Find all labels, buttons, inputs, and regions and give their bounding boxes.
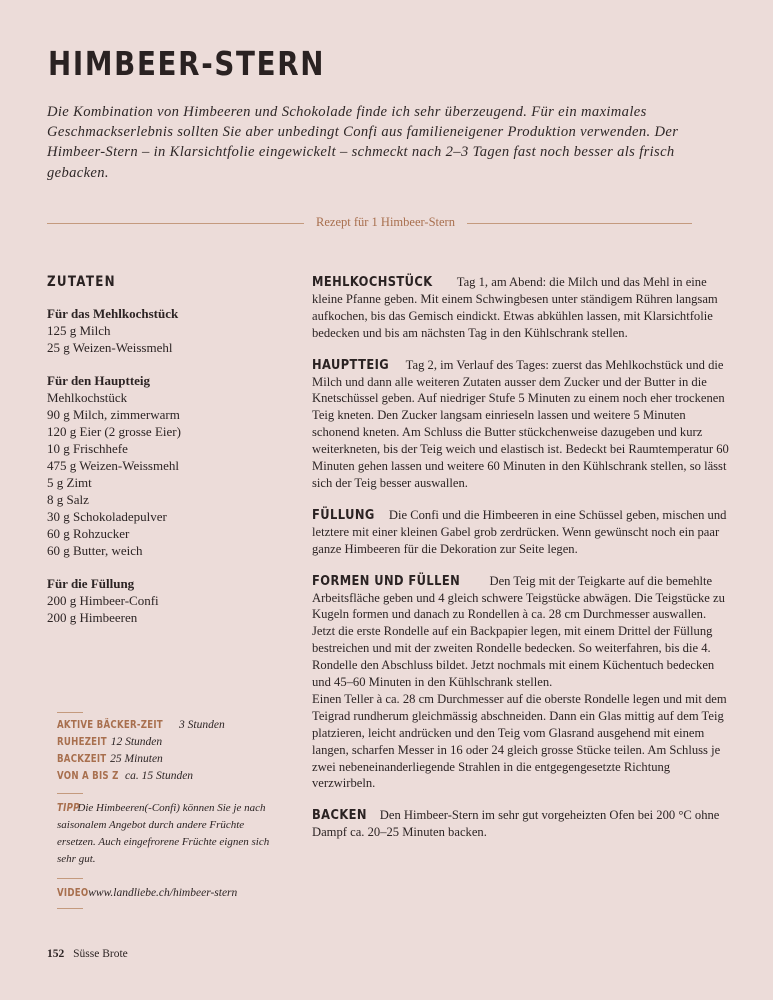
ingredient-item: Mehlkochstück: [47, 390, 128, 405]
divider-line-left: [47, 223, 304, 224]
step-text: Den Teig mit der Teigkarte auf die bemehlte Arbeitsfläche geben und 4 gleich schwere Teigstücke abwägen. Die Teigstücke zu Kugeln formen und danach zu Rondellen à ca. 28 cm Durchmesser auswallen. Jetzt die erste Rondelle auf ein Backpapier legen, mit einem Drittel der Füllung bestreichen und mit der zweiten Rondelle bedecken. So weiterfahren, bis die 4. Rondelle den Abschluss bildet. Jetzt nochmals mit einem Küchentuch bedecken und 45–60 Minuten in den Kühlschrank stellen.: [312, 573, 725, 690]
page-footer: [47, 948, 128, 960]
ingredient-item: 90 g Milch, zimmerwarm: [47, 407, 180, 422]
ingredient-group: [47, 372, 277, 559]
time-label: RUHEZEIT: [57, 736, 107, 748]
step-formen-und-fuellen-continued: Einen Teller à ca. 28 cm Durchmesser auf die oberste Rondelle legen und mit dem Teigrad rundherum gleichmässig abschneiden. Dann ein Glas mittig auf dem Teig platzieren, leicht andrücken und den Teig vom Glasrand ausgehend mit einem langen, scharfen Messer in 16 oder 24 gleich grosse Stücke teilen. Am Schluss je zwei nebeneinanderliegende Strahlen in die entgegengesetzte Richtung verzwirbeln.: [312, 691, 727, 791]
step-heading: FÜLLUNG: [312, 506, 375, 523]
ingredient-item: 60 g Butter, weich: [47, 543, 143, 558]
page-title: HIMBEER-STERN: [48, 44, 326, 83]
ingredient-item: 5 g Zimt: [47, 475, 92, 490]
step-text: Tag 1, am Abend: die Milch und das Mehl in eine kleine Pfanne geben. Mit einem Schwingbesen unter ständigem Rühren langsam aufkochen, bis das Gemisch eindickt. Etwas abkühlen lassen, mit Klarsichtfolie bedecken und bis am nächsten Tag in den Kühlschrank stellen.: [312, 275, 718, 340]
time-value: ca. 15 Stunden: [125, 770, 194, 782]
intro-text: Die Kombination von Himbeeren und Schokolade finde ich sehr überzeugend. Für ein maximales Geschmackserlebnis sollten Sie aber unbedingt Confi aus familieneigener Produktion verwenden. Der Himbeer-Stern – in Klarsichtfolie eingewickelt – schmeckt nach 2–3 Tagen fast noch besser als frisch gebacken.: [47, 104, 679, 181]
meta-sidebar: [57, 712, 277, 909]
step-text: Tag 2, im Verlauf des Tages: zuerst das Mehlkochstück und die Milch und dann alle weiteren Zutaten ausser dem Zucker und der Butter in die Knetschüssel geben. Auf niedriger Stufe 5 Minuten zu einem noch eher trockenen Teig kneten. Den Zucker langsam einrieseln lassen und weitere 5 Minuten schonend kneten. Am Schluss die Butter stückchenweise dazugeben und kurz weiterkneten, bis der Teig weich und elastisch ist. Bedeckt bei Raumtemperatur 60 Minuten gehen lassen und weitere 60 Minuten in den Kühlschrank stellen, so lässt sich der Teig besser auswallen.: [312, 357, 729, 490]
ingredient-item: 60 g Rohzucker: [47, 526, 130, 541]
time-label: AKTIVE BÄCKER-ZEIT: [57, 719, 163, 731]
rule: [57, 908, 83, 909]
step-formen-und-fuellen: [312, 573, 730, 691]
ingredients-heading: ZUTATEN: [47, 274, 116, 290]
step-text: Den Himbeer-Stern im sehr gut vorgeheizten Ofen bei 200 °C ohne Dampf ca. 20–25 Minuten backen.: [312, 808, 720, 840]
ingredient-item: 8 g Salz: [47, 492, 89, 507]
step-heading: FORMEN UND FÜLLEN: [312, 572, 461, 589]
ingredient-item: 200 g Himbeer-Confi: [47, 593, 159, 608]
ingredient-item: 200 g Himbeeren: [47, 610, 138, 625]
time-value: 3 Stunden: [179, 719, 225, 731]
ingredient-group-title: Für den Hauptteig: [47, 373, 151, 388]
ingredient-group: [47, 305, 277, 356]
time-row: [57, 768, 277, 785]
ingredient-item: 475 g Weizen-Weissmehl: [47, 458, 179, 473]
video-label: VIDEO: [57, 887, 89, 899]
time-label: VON A BIS Z: [57, 770, 119, 782]
step-hauptteig: [312, 357, 730, 492]
tip-block: [57, 800, 275, 868]
ingredient-item: 25 g Weizen-Weissmehl: [47, 340, 173, 355]
time-value: 25 Minuten: [110, 753, 163, 765]
method-column: [312, 274, 730, 856]
rule: [57, 793, 83, 794]
rule: [57, 878, 83, 879]
rule: [57, 712, 83, 713]
step-mehlkochstueck: [312, 274, 730, 342]
time-row: [57, 734, 277, 751]
ingredient-group: [47, 575, 277, 626]
section-name: Süsse Brote: [73, 948, 128, 960]
yield-divider: [47, 215, 692, 229]
yield-label: Rezept für 1 Himbeer-Stern: [316, 215, 455, 229]
ingredients-column: [47, 274, 277, 642]
divider-line-right: [467, 223, 692, 224]
video-link[interactable]: www.landliebe.ch/himbeer-stern: [88, 887, 238, 899]
time-label: BACKZEIT: [57, 753, 107, 765]
ingredient-item: 125 g Milch: [47, 323, 111, 338]
ingredient-item: 120 g Eier (2 grosse Eier): [47, 424, 181, 439]
ingredient-group-title: Für das Mehlkochstück: [47, 306, 179, 321]
time-row: [57, 751, 277, 768]
video-row: [57, 885, 277, 902]
step-heading: BACKEN: [312, 807, 367, 824]
time-value: 12 Stunden: [110, 736, 163, 748]
step-heading: MEHLKOCHSTÜCK: [312, 274, 433, 290]
ingredient-group-title: Für die Füllung: [47, 576, 135, 591]
tip-text: Die Himbeeren(-Confi) können Sie je nach saisonalem Angebot durch andere Früchte ersetzen. Auch eingefrorene Früchte eignen sich sehr gut.: [57, 802, 270, 865]
step-text: Die Confi und die Himbeeren in eine Schüssel geben, mischen und letztere mit einer kleinen Gabel grob zerdrücken. Wenn gewünscht noch ein paar ganze Himbeeren für die Dekoration zur Seite legen.: [312, 507, 727, 556]
ingredient-item: 30 g Schokoladepulver: [47, 509, 167, 524]
step-fuellung: [312, 507, 730, 558]
time-row: [57, 717, 277, 734]
step-heading: HAUPTTEIG: [312, 356, 390, 373]
step-backen: [312, 807, 730, 841]
page-number: 152: [47, 948, 65, 960]
tip-label: TIPP: [57, 802, 80, 814]
ingredient-item: 10 g Frischhefe: [47, 441, 128, 456]
